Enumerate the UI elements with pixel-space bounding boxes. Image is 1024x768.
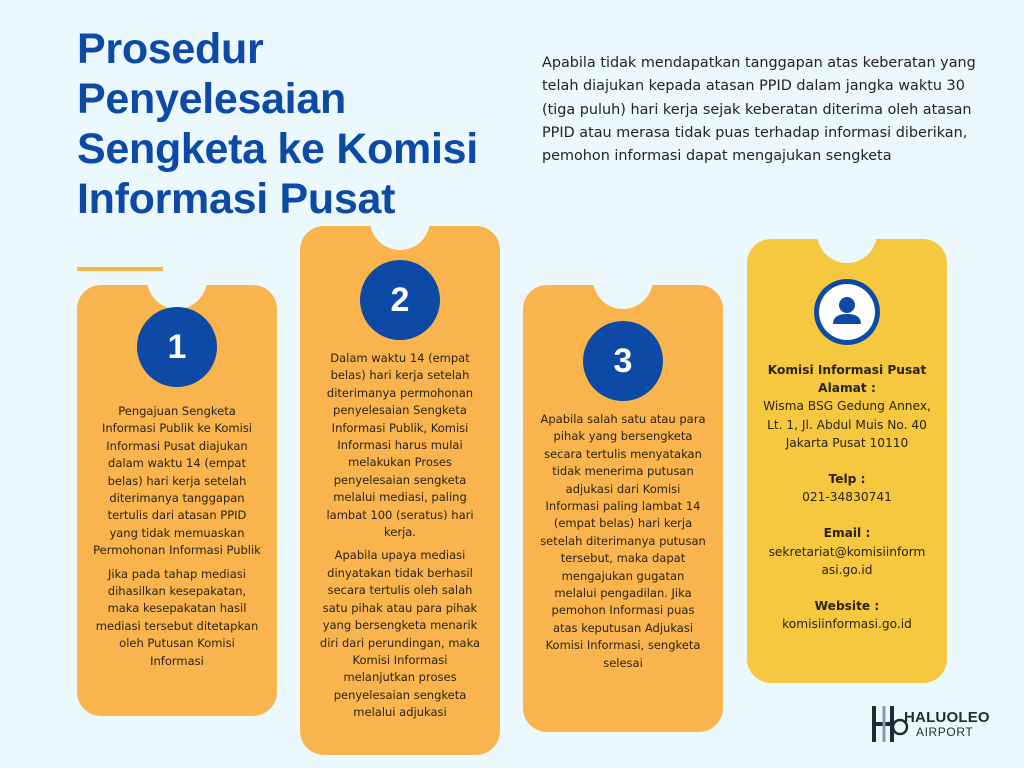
step-description bbox=[318, 350, 482, 722]
title-line: Penyelesaian bbox=[77, 75, 346, 123]
step-paragraph: Apabila upaya mediasi dinyatakan tidak berhasil secara tertulis oleh salah satu pihak atau para pihak yang bersengketa menarik diri dari perundingan, maka Komisi Informasi melanjutkan proses penyelesaian sengketa melalui adjukasi bbox=[319, 548, 481, 720]
step-paragraph: Apabila salah satu atau para pihak yang bersengketa secara tertulis menyatakan tidak menerima putusan adjukasi dari Komisi Informasi paling lambat 14 (empat belas) hari kerja setelah diterimanya putusan tersebut, maka dapat mengajukan gugatan melalui pengadilan. Jika pemohon Informasi puas atas keputusan Adjukasi Komisi Informasi, sengketa selesai bbox=[540, 412, 706, 670]
page-title bbox=[77, 24, 517, 224]
website-value: komisiinformasi.go.id bbox=[782, 617, 912, 632]
title-line: Prosedur bbox=[77, 25, 264, 73]
phone-value: 021-34830741 bbox=[802, 490, 892, 505]
website-label: Website : bbox=[814, 599, 880, 614]
phone-label: Telp : bbox=[828, 472, 866, 487]
step-card-3 bbox=[523, 285, 723, 732]
title-line: Sengketa ke Komisi bbox=[77, 125, 478, 173]
title-line: Informasi Pusat bbox=[77, 175, 396, 223]
haluoleo-airport-logo bbox=[870, 702, 1020, 746]
address-label: Alamat : bbox=[818, 381, 876, 396]
email-label: Email : bbox=[823, 526, 871, 541]
step-paragraph: Jika pada tahap mediasi dihasilkan kesepakatan, maka kesepakatan hasil mediasi tersebut ditetapkan oleh Putusan Komisi Informasi bbox=[95, 566, 259, 668]
step-card-2 bbox=[300, 226, 500, 755]
step-number-badge: 2 bbox=[360, 260, 440, 340]
logo-line-2: AIRPORT bbox=[916, 725, 974, 739]
address-value: Wisma BSG Gedung Annex, Lt. 1, Jl. Abdul Muis No. 40 Jakarta Pusat 10110 bbox=[763, 399, 931, 450]
step-paragraph: Dalam waktu 14 (empat belas) hari kerja setelah diterimanya permohonan penyelesaian Sengketa Informasi Publik, Komisi Informasi harus mulai melakukan Proses penyelesaian sengketa melalui mediasi, paling lambat 100 (seratus) hari kerja. bbox=[326, 351, 474, 540]
step-paragraph: Pengajuan Sengketa Informasi Publik ke Komisi Informasi Pusat diajukan dalam waktu 14 (empat belas) hari kerja setelah diterimanya tanggapan tertulis dari atasan PPID yang tidak memuaskan Permohonan Informasi Publik bbox=[93, 404, 261, 558]
step-number-badge: 3 bbox=[583, 321, 663, 401]
user-icon bbox=[814, 279, 880, 345]
title-underline bbox=[77, 267, 163, 271]
card-notch bbox=[593, 285, 653, 309]
card-notch bbox=[817, 239, 877, 263]
card-notch bbox=[370, 226, 430, 250]
logo-line-1: HALUOLEO bbox=[904, 709, 990, 726]
intro-text: Apabila tidak mendapatkan tanggapan atas keberatan yang telah diajukan kepada atasan PPID dalam jangka waktu 30 (tiga puluh) hari kerja sejak keberatan diterima oleh atasan PPID atau merasa tidak puas terhadap informasi diberikan, pemohon informasi dapat mengajukan sengketa bbox=[542, 55, 976, 165]
contact-details bbox=[757, 361, 937, 633]
step-number-badge: 1 bbox=[137, 307, 217, 387]
contact-name: Komisi Informasi Pusat bbox=[767, 363, 927, 377]
card-notch bbox=[147, 285, 207, 309]
email-value: sekretariat@komisiinformasi.go.id bbox=[768, 544, 926, 577]
step-description bbox=[93, 403, 261, 670]
step-card-1 bbox=[77, 285, 277, 716]
step-description bbox=[539, 411, 707, 672]
contact-card bbox=[747, 239, 947, 683]
